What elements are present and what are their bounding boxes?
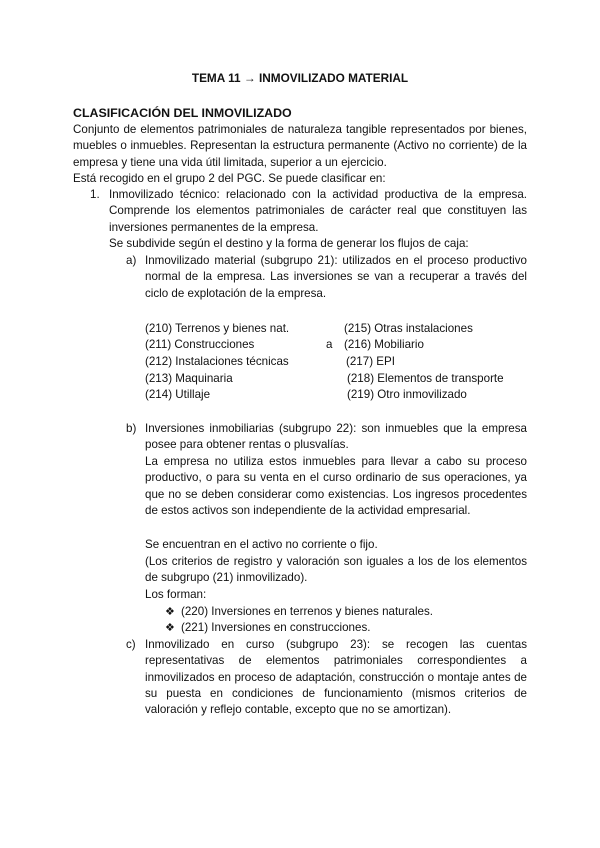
list-item: [165, 620, 370, 636]
list-item-text: (220) Inversiones en terrenos y bienes naturales.: [181, 605, 433, 618]
account-right: (218) Elementos de transporte: [347, 372, 504, 385]
account-right: (219) Otro inmovilizado: [347, 388, 467, 401]
list-item-text: (221) Inversiones en construcciones.: [181, 621, 371, 634]
account-right: (216) Mobiliario: [344, 338, 424, 351]
diamond-bullet-icon: ❖: [165, 622, 175, 634]
account-left: (212) Instalaciones técnicas: [145, 355, 289, 368]
account-left: (213) Maquinaria: [145, 372, 233, 385]
diamond-bullet-icon: ❖: [165, 606, 175, 618]
item-b-paragraph-3: Se encuentran en el activo no corriente o fijo.: [145, 538, 378, 551]
item-1-text: Inmovilizado técnico: relacionado con la actividad productiva de la empresa. Comprende los elementos patrimoniales de carácter real que constituyen las inversiones permanentes de la empresa.: [109, 188, 527, 234]
item-c-letter: c): [126, 638, 136, 651]
account-left: (211) Construcciones: [145, 338, 255, 351]
account-right: (215) Otras instalaciones: [344, 322, 473, 335]
account-left: (214) Utillaje: [145, 388, 211, 401]
item-1-subtext: Se subdivide según el destino y la forma de generar los flujos de caja:: [109, 237, 469, 250]
item-b-paragraph-4: (Los criterios de registro y valoración son iguales a los de los elementos de subgrupo (21) inmovilizado).: [145, 555, 527, 585]
item-a-letter: a): [126, 254, 137, 267]
page-title: TEMA 11 → INMOVILIZADO MATERIAL: [191, 71, 409, 85]
item-b-paragraph-5: Los forman:: [145, 588, 207, 601]
account-connector: a: [326, 338, 333, 351]
account-right: (217) EPI: [346, 355, 395, 368]
item-1-number: 1.: [90, 188, 100, 201]
intro-classification-line: Está recogido en el grupo 2 del PGC. Se puede clasificar en:: [73, 172, 386, 185]
account-left: (210) Terrenos y bienes nat.: [145, 322, 290, 335]
item-a-text: Inmovilizado material (subgrupo 21): utilizados en el proceso productivo normal de la empresa. Las inversiones se van a recuperar a través del ciclo de explotación de la empresa.: [145, 254, 527, 300]
item-b-letter: b): [126, 422, 137, 435]
intro-paragraph: Conjunto de elementos patrimoniales de naturaleza tangible representados por bienes, muebles o inmuebles. Representan la estructura permanente (Activo no corriente) de la empresa y tiene una vida útil limitada, superior a un ejercicio.: [73, 123, 527, 169]
section-heading: CLASIFICACIÓN DEL INMOVILIZADO: [73, 106, 292, 120]
list-item: [165, 604, 433, 620]
item-b-paragraph-2: La empresa no utiliza estos inmuebles para llevar a cabo su proceso productivo, o para su venta en el curso ordinario de sus operaciones, ya que no se deben considerar como existencias. Los ingresos procedentes de estos activos son independiente de la actividad empresarial.: [145, 455, 527, 517]
item-c-text: Inmovilizado en curso (subgrupo 23): se recogen las cuentas representativas de elementos patrimoniales correspondientes a inmovilizados en proceso de adaptación, construcción o montaje antes de su puesta en condiciones de funcionamiento (mismos criterios de valoración y reflejo contable, excepto que no se amortizan).: [145, 638, 527, 717]
item-b-text: Inversiones inmobiliarias (subgrupo 22): son inmuebles que la empresa posee para obtener rentas o plusvalías.: [145, 422, 527, 452]
